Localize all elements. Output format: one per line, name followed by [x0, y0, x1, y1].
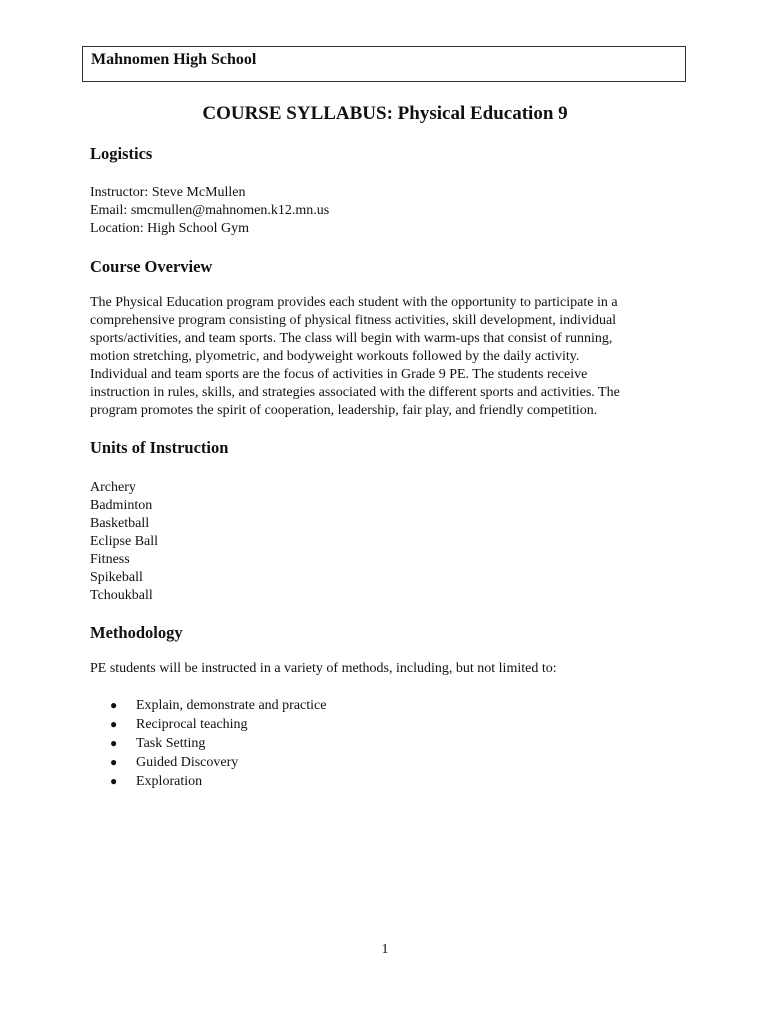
unit-item: Tchoukball [90, 588, 153, 603]
unit-item: Basketball [90, 516, 150, 531]
method-item: Explain, demonstrate and practice [136, 698, 327, 713]
unit-item: Fitness [90, 552, 130, 567]
overview-line: comprehensive program consisting of physical fitness activities, skill development, individual [90, 313, 617, 328]
logistics-details [90, 184, 329, 238]
units-list [90, 479, 158, 605]
location-line: Location: High School Gym [90, 221, 250, 236]
school-name: Mahnomen High School [91, 51, 257, 68]
overview-line: The Physical Education program provides each student with the opportunity to participate in a [90, 295, 618, 310]
document-title: COURSE SYLLABUS: Physical Education 9 [202, 103, 568, 124]
list-item [110, 753, 326, 772]
list-item [110, 734, 326, 753]
bullet-icon: ● [110, 717, 118, 731]
methodology-heading: Methodology [90, 623, 183, 642]
bullet-icon: ● [110, 736, 118, 750]
page-number: 1 [381, 942, 389, 957]
email-line: Email: smcmullen@mahnomen.k12.mn.us [90, 203, 330, 218]
unit-item: Badminton [90, 498, 153, 513]
overview-line: motion stretching, plyometric, and bodyweight workouts followed by the daily activity. [90, 349, 580, 364]
overview-line: Individual and team sports are the focus of activities in Grade 9 PE. The students receive [90, 367, 588, 382]
school-name-box [82, 46, 686, 82]
bullet-icon: ● [110, 698, 118, 712]
overview-line: sports/activities, and team sports. The class will begin with warm-ups that consist of running, [90, 331, 613, 346]
overview-line: program promotes the spirit of cooperation, leadership, fair play, and friendly competition. [90, 403, 598, 418]
unit-item: Spikeball [90, 570, 143, 585]
method-item: Task Setting [136, 736, 206, 751]
method-item: Reciprocal teaching [136, 717, 248, 732]
list-item [110, 696, 326, 715]
unit-item: Eclipse Ball [90, 534, 159, 549]
method-item: Exploration [136, 774, 203, 789]
bullet-icon: ● [110, 774, 118, 788]
method-item: Guided Discovery [136, 755, 239, 770]
methodology-list [110, 696, 326, 791]
units-heading: Units of Instruction [90, 438, 229, 457]
overview-paragraph [90, 294, 620, 420]
methodology-intro: PE students will be instructed in a variety of methods, including, but not limited to: [90, 661, 557, 676]
list-item [110, 715, 326, 734]
overview-line: instruction in rules, skills, and strategies associated with the different sports and activities. The [90, 385, 620, 400]
overview-heading: Course Overview [90, 257, 213, 276]
logistics-heading: Logistics [90, 144, 153, 163]
unit-item: Archery [90, 480, 136, 495]
list-item [110, 772, 326, 791]
instructor-line: Instructor: Steve McMullen [90, 185, 246, 200]
bullet-icon: ● [110, 755, 118, 769]
